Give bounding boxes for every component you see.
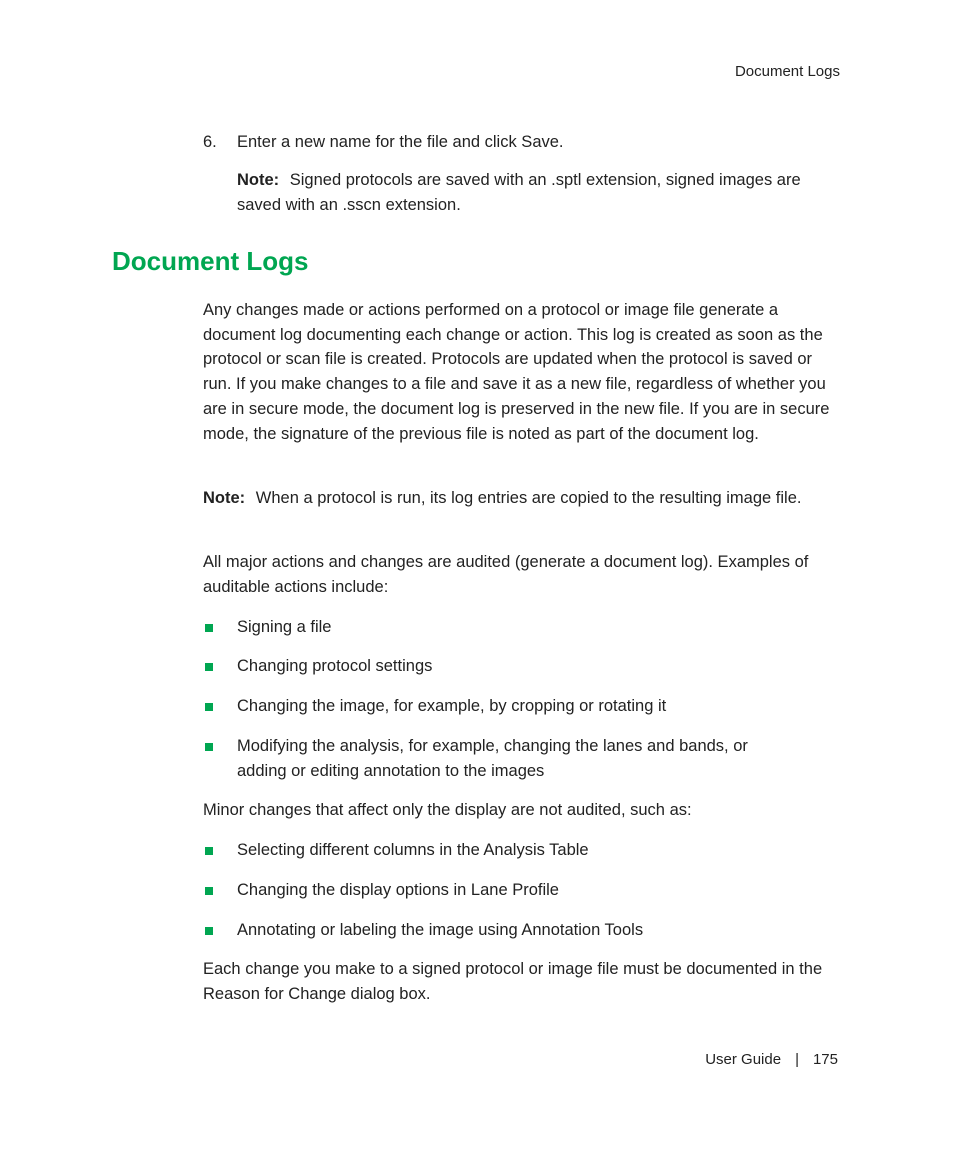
step-note [237, 168, 807, 218]
bullet-square-icon [205, 743, 213, 751]
page-number: 175 [812, 1051, 838, 1068]
page-footer [705, 1051, 838, 1068]
step-text: Enter a new name for the file and click Save. [237, 133, 564, 151]
note-text: When a protocol is run, its log entries are copied to the resulting image file. [255, 489, 802, 507]
step-number: 6. [203, 133, 217, 151]
bullet-square-icon [205, 624, 213, 632]
bullet-square-icon [205, 847, 213, 855]
note-label: Note: [237, 171, 280, 189]
note-text: Signed protocols are saved with an .sptl extension, signed images are saved with an .sscn extension. [237, 171, 801, 214]
paragraph-audited: All major actions and changes are audited (generate a document log). Examples of auditable actions include: [203, 553, 809, 596]
section-title: Document Logs [112, 246, 309, 276]
paragraph-intro: Any changes made or actions performed on a protocol or image file generate a document log documenting each change or action. This log is created as soon as the protocol or scan file is created. Protocols are updated when the protocol is saved or run. If you make changes to a file and save it as a new file, regardless of whether you are in secure mode, the document log is preserved in the new file. If you are in secure mode, the signature of the previous file is noted as part of the document log. [203, 301, 830, 443]
running-head: Document Logs [734, 63, 840, 80]
bullet-square-icon [205, 927, 213, 935]
footer-guide: User Guide [705, 1051, 782, 1068]
bullet-square-icon [205, 663, 213, 671]
paragraph-note [203, 486, 835, 511]
bullet-square-icon [205, 887, 213, 895]
bullet-square-icon [205, 703, 213, 711]
paragraph-reason: Each change you make to a signed protocol or image file must be documented in the Reason for Change dialog box. [203, 960, 823, 1003]
paragraph-not-audited: Minor changes that affect only the display are not audited, such as: [203, 801, 692, 819]
note-label: Note: [203, 489, 246, 507]
footer-separator: | [795, 1051, 799, 1068]
